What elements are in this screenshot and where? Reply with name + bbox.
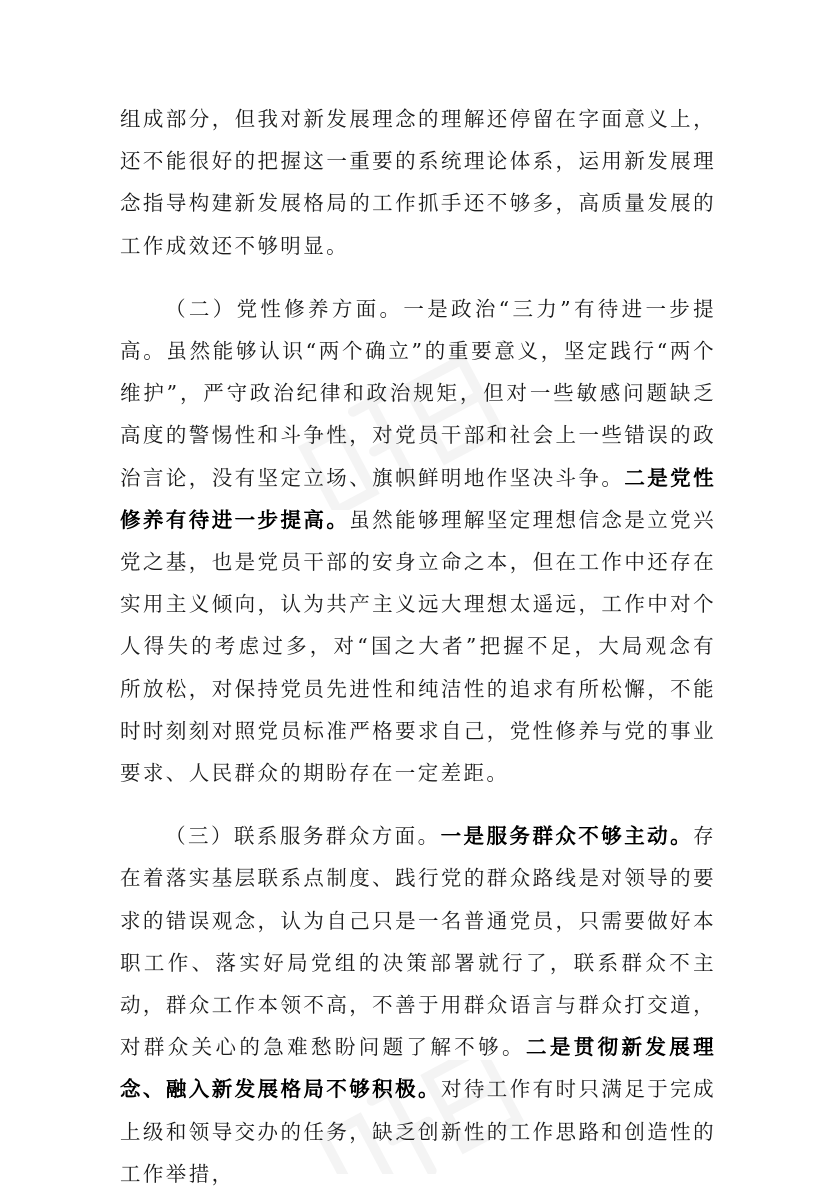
paragraph-2-bold-heading: 二是党性修养有待进一步提高。: [120, 465, 716, 532]
paragraph-3-bold-heading-1: 一是服务群众不够主动。: [440, 824, 694, 849]
paragraph-3-bold-heading-2: 二是贯彻新发展理念、融入新发展格局不够积极。: [120, 1035, 716, 1102]
paragraph-serving-masses: [120, 815, 716, 1195]
paragraph-2-text-a: （二）党性修养方面。一是政治“三力”有待进一步提高。虽然能够认识“两个确立”的重要意义，坚定践行“两个维护”，严守政治纪律和政治规矩，但对一些敏感问题缺乏高度的警惕性和斗争性，对党员干部和社会上一些错误的政治言论，没有坚定立场、旗帜鲜明地作坚决斗争。: [120, 296, 716, 490]
paragraph-3-text-c: 对待工作有时只满足于完成上级和领导交办的任务，缺乏创新性的工作思路和创造性的工作举措，: [120, 1077, 716, 1186]
paragraph-spacer: [120, 794, 716, 815]
paragraph-party-spirit: [120, 288, 716, 794]
paragraph-continuation: [120, 98, 716, 267]
paragraph-2-text-b: 虽然能够理解坚定理想信念是立党兴党之基，也是党员干部的安身立命之本，但在工作中还存在实用主义倾向，认为共产主义远大理想太遥远，工作中对个人得失的考虑过多，对“国之大者”把握不足，大局观念有所放松，对保持党员先进性和纯洁性的追求有所松懈，不能时时刻刻对照党员标准严格要求自己，党性修养与党的事业要求、人民群众的期盼存在一定差距。: [120, 507, 717, 786]
paragraph-1-text: 组成部分，但我对新发展理念的理解还停留在字面意义上，还不能很好的把握这一重要的系统理论体系，运用新发展理念指导构建新发展格局的工作抓手还不够多，高质量发展的工作成效还不够明显。: [120, 107, 716, 258]
paragraph-spacer: [120, 267, 716, 288]
paragraph-3-text-a: （三）联系服务群众方面。: [165, 824, 441, 849]
paragraph-3-text-b: 存在着落实基层联系点制度、践行党的群众路线是对领导的要求的错误观念，认为自己只是一名普通党员，只需要做好本职工作、落实好局党组的决策部署就行了，联系群众不主动，群众工作本领不高，不善于用群众语言与群众打交道，对群众关心的急难愁盼问题了解不够。: [120, 824, 716, 1060]
document-body: [120, 98, 716, 1195]
